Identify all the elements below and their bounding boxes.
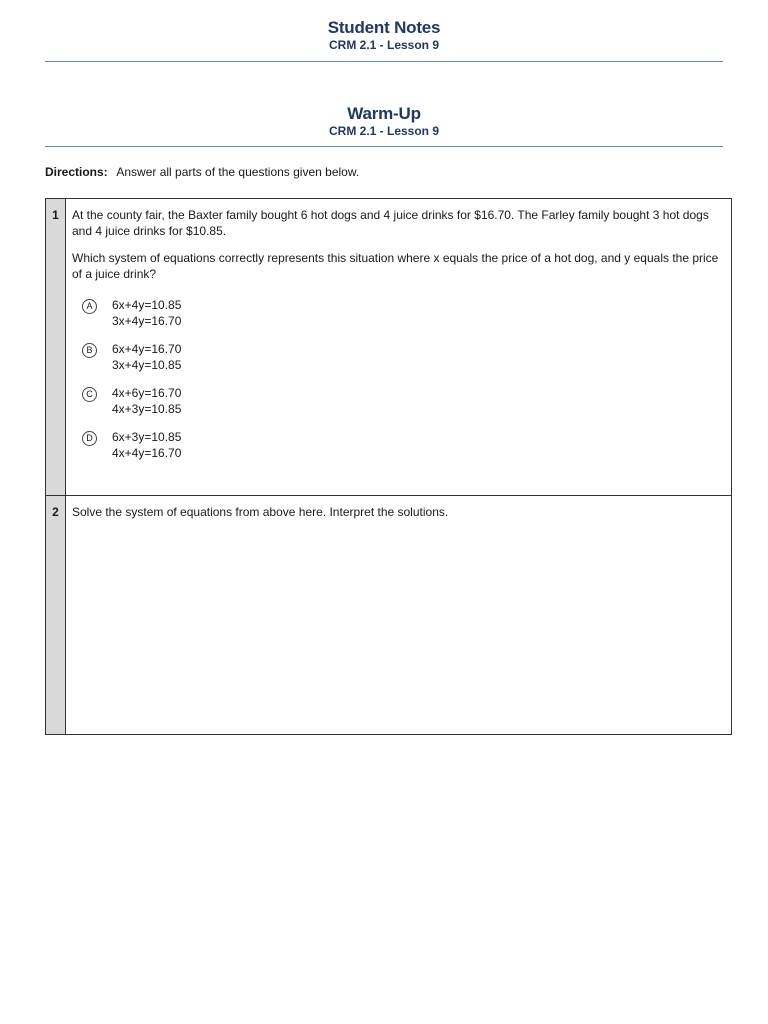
question-row <box>46 495 731 734</box>
choice-d[interactable] <box>82 429 725 461</box>
choice-b[interactable] <box>82 341 725 373</box>
choice-c-eq1: 4x+6y=16.70 <box>112 386 182 400</box>
header-divider <box>45 61 723 62</box>
section-divider <box>45 146 723 147</box>
question-text: At the county fair, the Baxter family bought 6 hot dogs and 4 juice drinks for $16.70. The Farley family bought 3 hot dogs and 4 juice drinks for $10.85. <box>72 208 709 238</box>
question-number: 1 <box>46 199 66 495</box>
choice-b-eq2: 3x+4y=10.85 <box>112 358 182 372</box>
choice-a-eq1: 6x+4y=10.85 <box>112 298 182 312</box>
choice-c-bubble[interactable]: C <box>82 387 97 402</box>
choice-d-eq2: 4x+4y=16.70 <box>112 446 182 460</box>
question-body[interactable] <box>66 496 731 734</box>
question-body <box>66 199 731 495</box>
directions-label: Directions: <box>45 165 108 179</box>
page-title: Student Notes <box>327 18 441 37</box>
answer-choices <box>72 297 725 461</box>
choice-d-bubble[interactable]: D <box>82 431 97 446</box>
section-title: Warm-Up <box>347 104 421 123</box>
directions <box>45 164 359 180</box>
question-text: Solve the system of equations from above here. Interpret the solutions. <box>72 505 449 519</box>
choice-a-equations <box>112 297 181 329</box>
section-header <box>45 104 723 139</box>
choice-a-bubble[interactable]: A <box>82 299 97 314</box>
page-header <box>45 18 723 53</box>
choice-d-equations <box>112 429 181 461</box>
choice-c[interactable] <box>82 385 725 417</box>
section-subtitle: CRM 2.1 - Lesson 9 <box>328 124 440 138</box>
choice-a[interactable] <box>82 297 725 329</box>
question-number: 2 <box>46 496 66 734</box>
choice-a-eq2: 3x+4y=16.70 <box>112 314 182 328</box>
directions-text: Answer all parts of the questions given below. <box>116 165 360 179</box>
choice-d-eq1: 6x+3y=10.85 <box>112 430 182 444</box>
choice-c-equations <box>112 385 181 417</box>
page-subtitle: CRM 2.1 - Lesson 9 <box>328 38 440 52</box>
question-row <box>46 199 731 495</box>
choice-c-eq2: 4x+3y=10.85 <box>112 402 182 416</box>
question-prompt: Which system of equations correctly represents this situation where x equals the price of a hot dog, and y equals the price of a juice drink? <box>72 251 719 281</box>
choice-b-bubble[interactable]: B <box>82 343 97 358</box>
choice-b-eq1: 6x+4y=16.70 <box>112 342 182 356</box>
questions-table <box>45 198 732 735</box>
choice-b-equations <box>112 341 181 373</box>
